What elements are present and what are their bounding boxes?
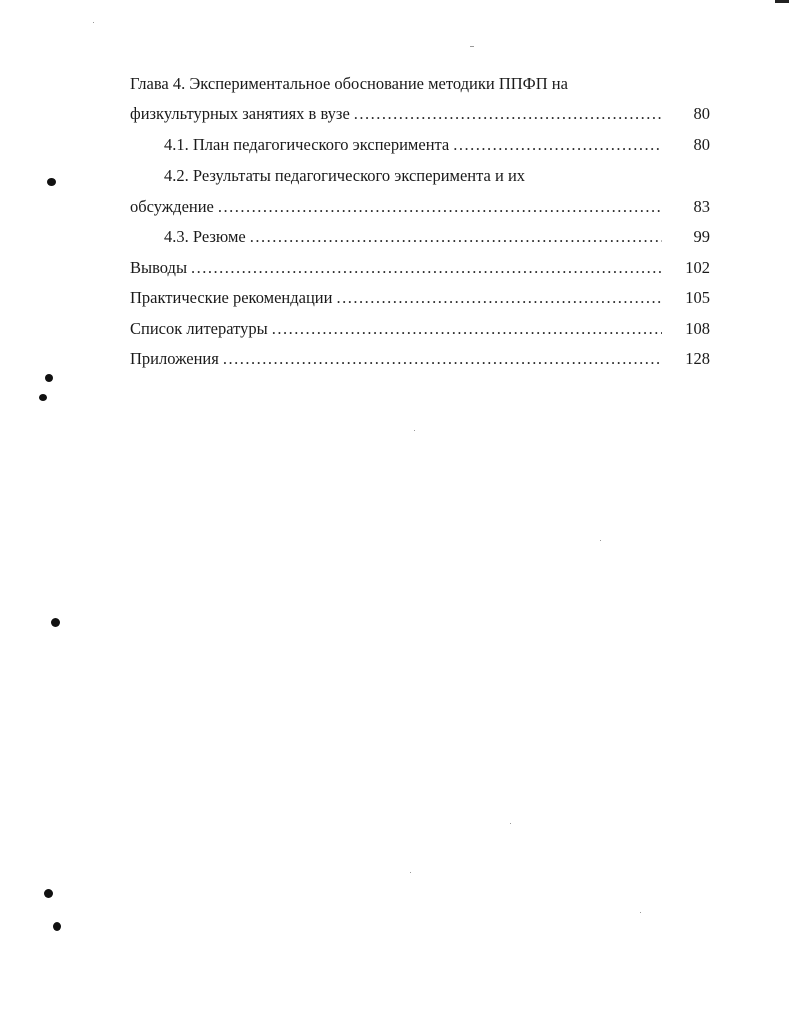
toc-page-number: 105 — [685, 288, 710, 307]
toc-entry-recommendations — [130, 287, 710, 309]
toc-page-number: 128 — [685, 349, 710, 368]
toc-entry-label: Список литературы — [130, 319, 268, 338]
toc-page-number: 99 — [693, 227, 710, 246]
dot-leader — [218, 196, 662, 218]
toc-entry-section-4-1 — [164, 134, 710, 156]
toc-page-number: 83 — [693, 197, 710, 216]
toc-page-number: 80 — [693, 135, 710, 154]
scan-speck — [51, 618, 60, 627]
scan-dust — [410, 872, 411, 873]
toc-entry-section-4-2-title — [164, 165, 710, 187]
toc-entry-label: Выводы — [130, 258, 188, 277]
dot-leader — [453, 134, 662, 156]
dot-leader — [223, 348, 662, 370]
dot-leader — [250, 226, 662, 248]
scan-dust — [600, 540, 601, 541]
dot-leader — [336, 287, 662, 309]
scan-dust — [414, 430, 415, 431]
toc-entry-section-4-2 — [130, 196, 710, 218]
scan-speck — [44, 889, 53, 898]
toc-entry-label: физкультурных занятиях в вузе — [130, 104, 350, 123]
scan-dust — [93, 22, 94, 23]
scan-speck — [53, 922, 61, 931]
dot-leader — [191, 257, 662, 279]
toc-entry-section-4-3 — [164, 226, 710, 248]
toc-entry-label: 4.1. План педагогического эксперимента — [164, 135, 450, 154]
toc-entry-label: Глава 4. Экспериментальное обоснование методики ППФП на — [130, 74, 568, 93]
toc-entry-label: Приложения — [130, 349, 219, 368]
scan-dust — [510, 823, 511, 824]
scan-corner-mark — [775, 0, 789, 3]
toc-entry-label: 4.2. Результаты педагогического эксперимента и их — [164, 166, 526, 185]
scan-dust — [640, 912, 641, 913]
toc-entry-chapter-4-title — [130, 73, 710, 95]
scan-speck — [47, 178, 56, 186]
toc-entry-label: обсуждение — [130, 197, 214, 216]
toc-page-number: 108 — [685, 319, 710, 338]
toc-page-number: 102 — [685, 258, 710, 277]
scan-speck — [39, 394, 47, 401]
toc-entry-label: 4.3. Резюме — [164, 227, 246, 246]
toc-page-number: 80 — [693, 104, 710, 123]
scan-dust — [470, 46, 474, 47]
dot-leader — [272, 318, 662, 340]
toc-entry-appendices — [130, 348, 710, 370]
toc-entry-label: Практические рекомендации — [130, 288, 333, 307]
toc-entry-references — [130, 318, 710, 340]
scan-speck — [45, 374, 53, 382]
toc-entry-conclusions — [130, 257, 710, 279]
dot-leader — [354, 103, 662, 125]
toc-entry-chapter-4 — [130, 103, 710, 125]
